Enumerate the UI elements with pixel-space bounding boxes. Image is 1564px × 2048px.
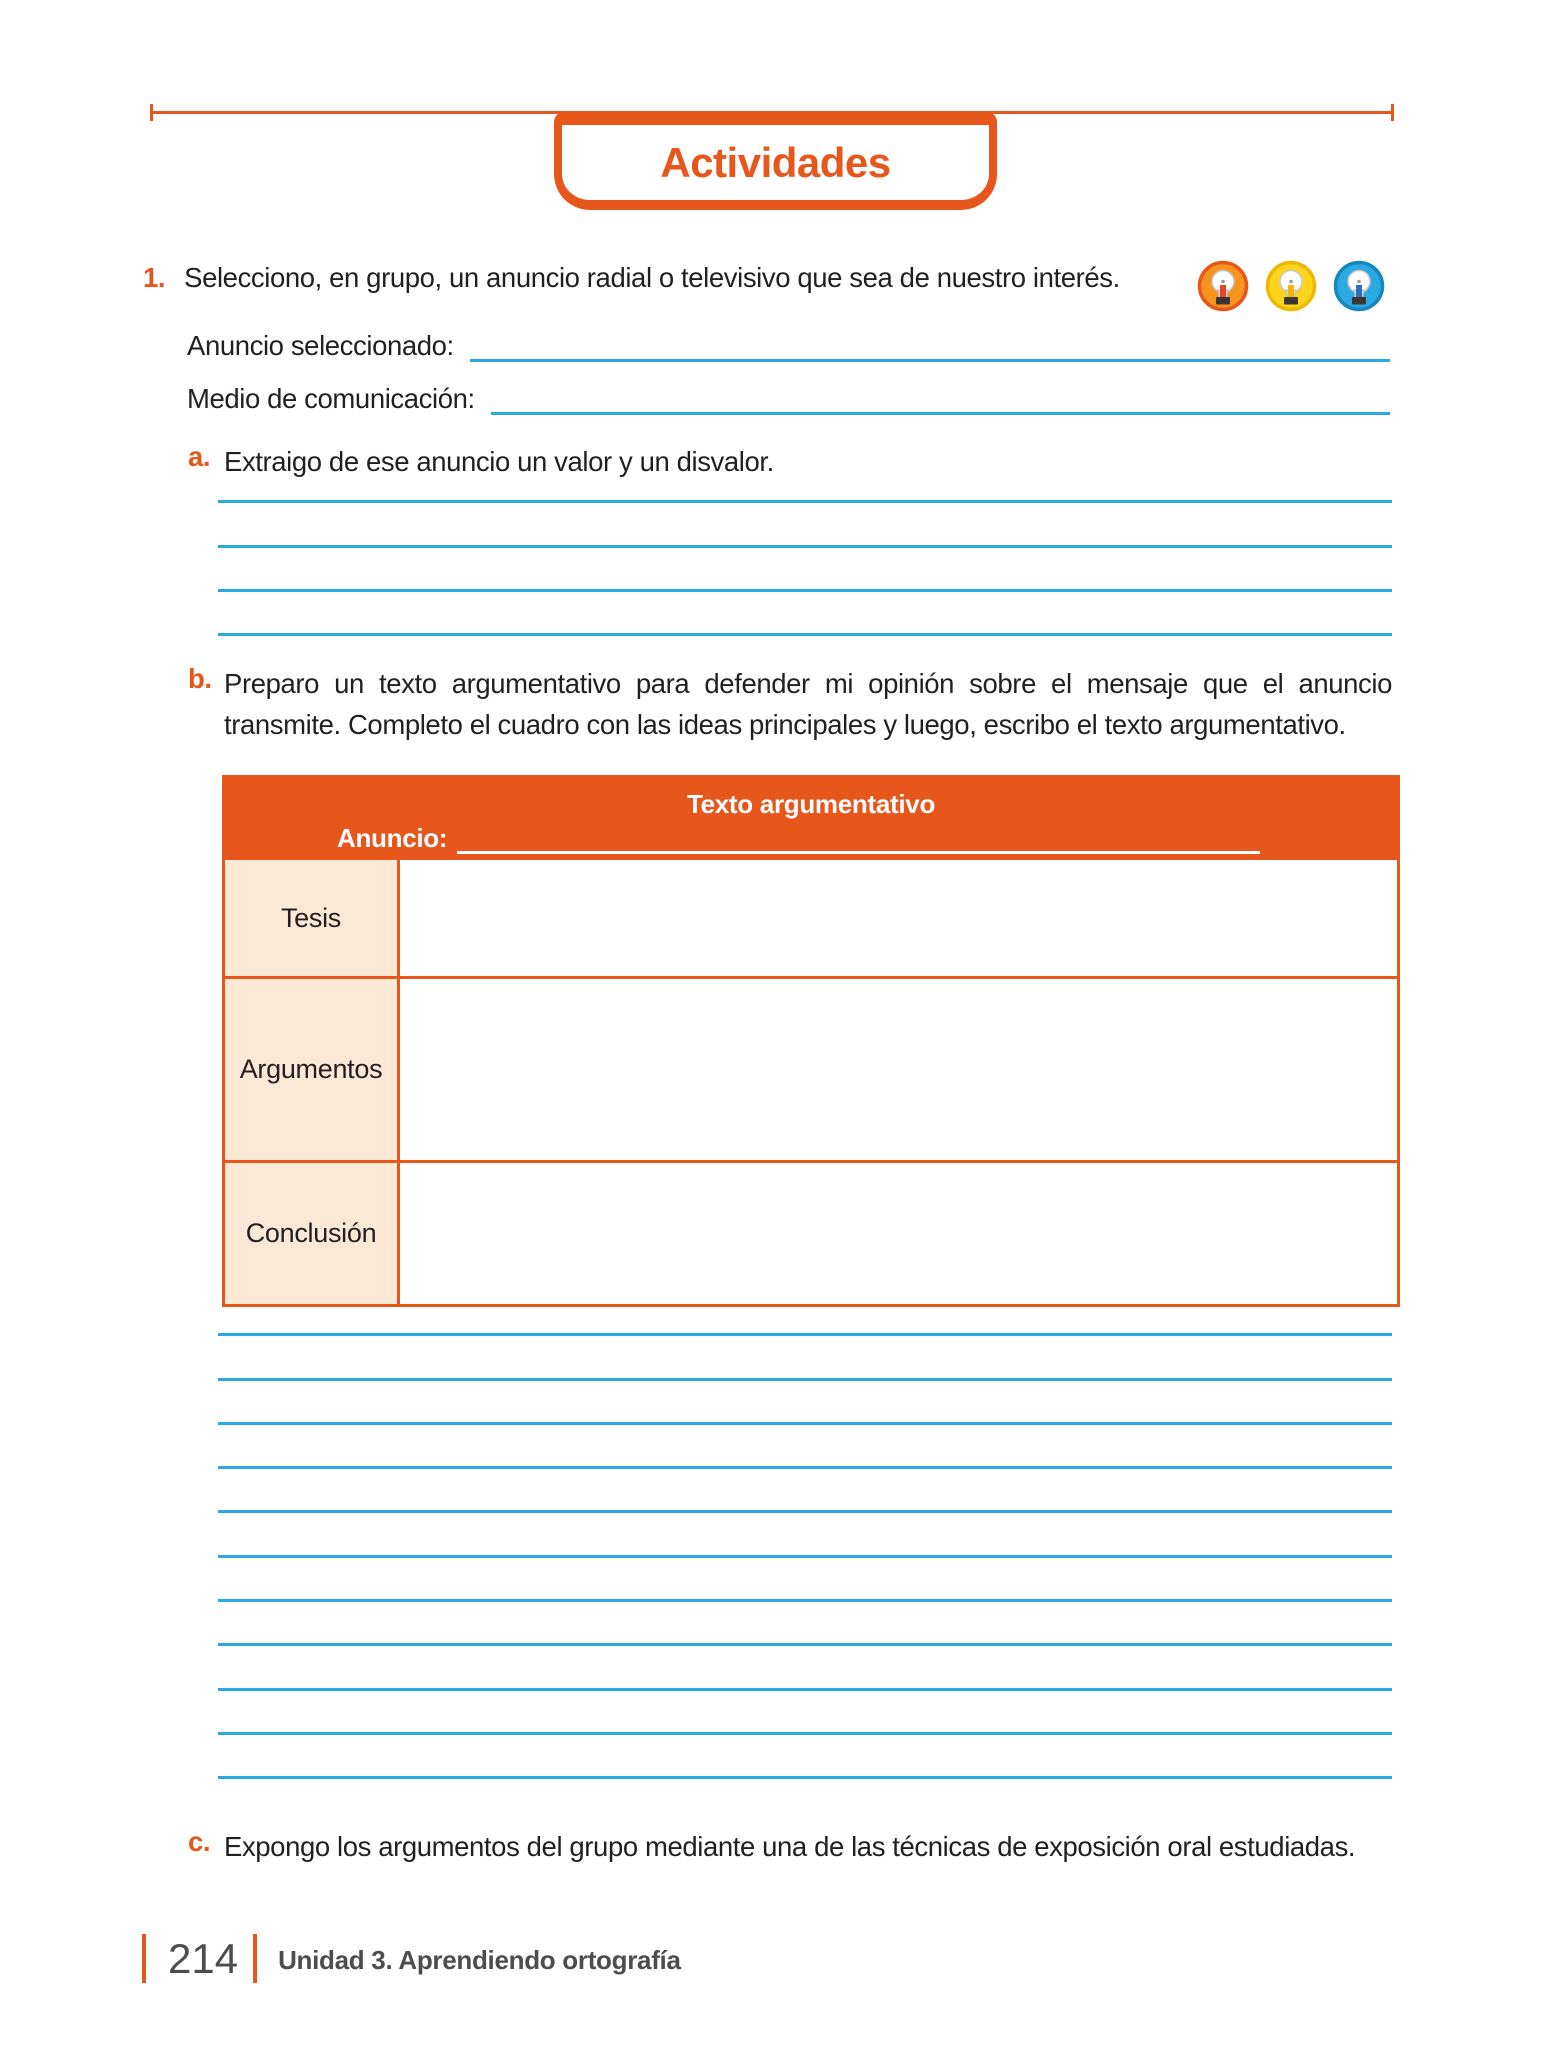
writing-line[interactable]: [218, 1735, 1392, 1779]
table-anuncio-label: Anuncio:: [337, 823, 448, 853]
field-medio-comunicacion: [187, 383, 1390, 415]
lightbulb-blue-icon: [1333, 260, 1385, 312]
item-b: [188, 663, 1392, 745]
main-writing-lines: [218, 1292, 1392, 1779]
bulb-filament: [1289, 280, 1293, 284]
activities-header-box: [554, 112, 997, 210]
writing-line[interactable]: [218, 459, 1392, 503]
writing-line[interactable]: [218, 548, 1392, 592]
header-rule-right-tick: [1391, 104, 1394, 121]
row-header-argumentos: [225, 979, 400, 1160]
row-label: Argumentos: [239, 1054, 383, 1084]
footer-divider-bar: [142, 1934, 146, 1983]
bulb-filament: [1357, 280, 1361, 284]
writing-line[interactable]: [218, 1646, 1392, 1690]
item-a-writing-lines: [218, 459, 1392, 636]
item-b-text: Preparo un texto argumentativo para defender mi opinión sobre el mensaje que el anuncio transmite. Completo el cuadro con las ideas principales y luego, escribo el texto argumentativo.: [224, 668, 1392, 740]
table-anuncio-row: [337, 823, 1260, 854]
item-b-letter: b.: [188, 663, 212, 694]
activity-number: 1.: [143, 262, 166, 293]
bulb-base: [1284, 297, 1298, 305]
field-label: Medio de comunicación:: [187, 383, 475, 414]
footer-divider-bar: [253, 1934, 257, 1983]
table-title: Texto argumentativo: [686, 789, 936, 819]
lightbulb-yellow-icon: [1265, 260, 1317, 312]
writing-line[interactable]: [218, 1292, 1392, 1336]
argumentos-answer-cell[interactable]: [400, 979, 1397, 1160]
writing-line[interactable]: [218, 1425, 1392, 1469]
writing-line[interactable]: [218, 1336, 1392, 1380]
item-a-letter: a.: [188, 441, 211, 472]
lightbulb-orange-icon: [1197, 260, 1249, 312]
argumentative-text-table: [222, 775, 1400, 1307]
table-row: [225, 860, 1397, 976]
unit-label: Unidad 3. Aprendiendo ortografía: [278, 1945, 681, 1975]
row-header-tesis: [225, 860, 400, 976]
item-c-text: Expongo los argumentos del grupo mediante una de las técnicas de exposición oral estudiadas.: [224, 1831, 1356, 1862]
bulb-filament: [1221, 280, 1225, 284]
row-header-conclusion: [225, 1163, 400, 1304]
anuncio-seleccionado-input-line[interactable]: [470, 330, 1390, 362]
bulb-stem: [1356, 285, 1362, 298]
writing-line[interactable]: [218, 503, 1392, 547]
bulb-stem: [1220, 285, 1226, 298]
table-header: [225, 778, 1397, 860]
conclusion-answer-cell[interactable]: [400, 1163, 1397, 1304]
activity-instruction: Selecciono, en grupo, un anuncio radial o televisivo que sea de nuestro interés.: [184, 262, 1120, 293]
writing-line[interactable]: [218, 1469, 1392, 1513]
difficulty-icons: [1197, 260, 1385, 312]
item-c: [188, 1826, 1392, 1867]
field-anuncio-seleccionado: [187, 330, 1390, 362]
header-rule-left-tick: [150, 104, 153, 121]
field-label: Anuncio seleccionado:: [187, 330, 454, 361]
bulb-base: [1352, 297, 1366, 305]
bulb-base: [1216, 297, 1230, 305]
page-title: Actividades: [660, 138, 891, 186]
row-label: Conclusión: [245, 1218, 377, 1248]
table-anuncio-input-line[interactable]: [457, 829, 1260, 854]
medio-comunicacion-input-line[interactable]: [491, 383, 1390, 415]
writing-line[interactable]: [218, 1513, 1392, 1557]
writing-line[interactable]: [218, 1558, 1392, 1602]
item-c-letter: c.: [188, 1826, 211, 1857]
writing-line[interactable]: [218, 1691, 1392, 1735]
writing-line[interactable]: [218, 592, 1392, 636]
page-footer: [142, 1934, 681, 1983]
row-label: Tesis: [280, 902, 341, 933]
writing-line[interactable]: [218, 1602, 1392, 1646]
page-number: 214: [168, 1935, 239, 1982]
tesis-answer-cell[interactable]: [400, 860, 1397, 976]
table-row: [225, 976, 1397, 1160]
bulb-stem: [1288, 285, 1294, 298]
activity-1-instruction-row: [143, 262, 1120, 294]
table-row: [225, 1160, 1397, 1304]
item-a-text: Extraigo de ese anuncio un valor y un disvalor.: [224, 446, 774, 477]
writing-line[interactable]: [218, 1381, 1392, 1425]
